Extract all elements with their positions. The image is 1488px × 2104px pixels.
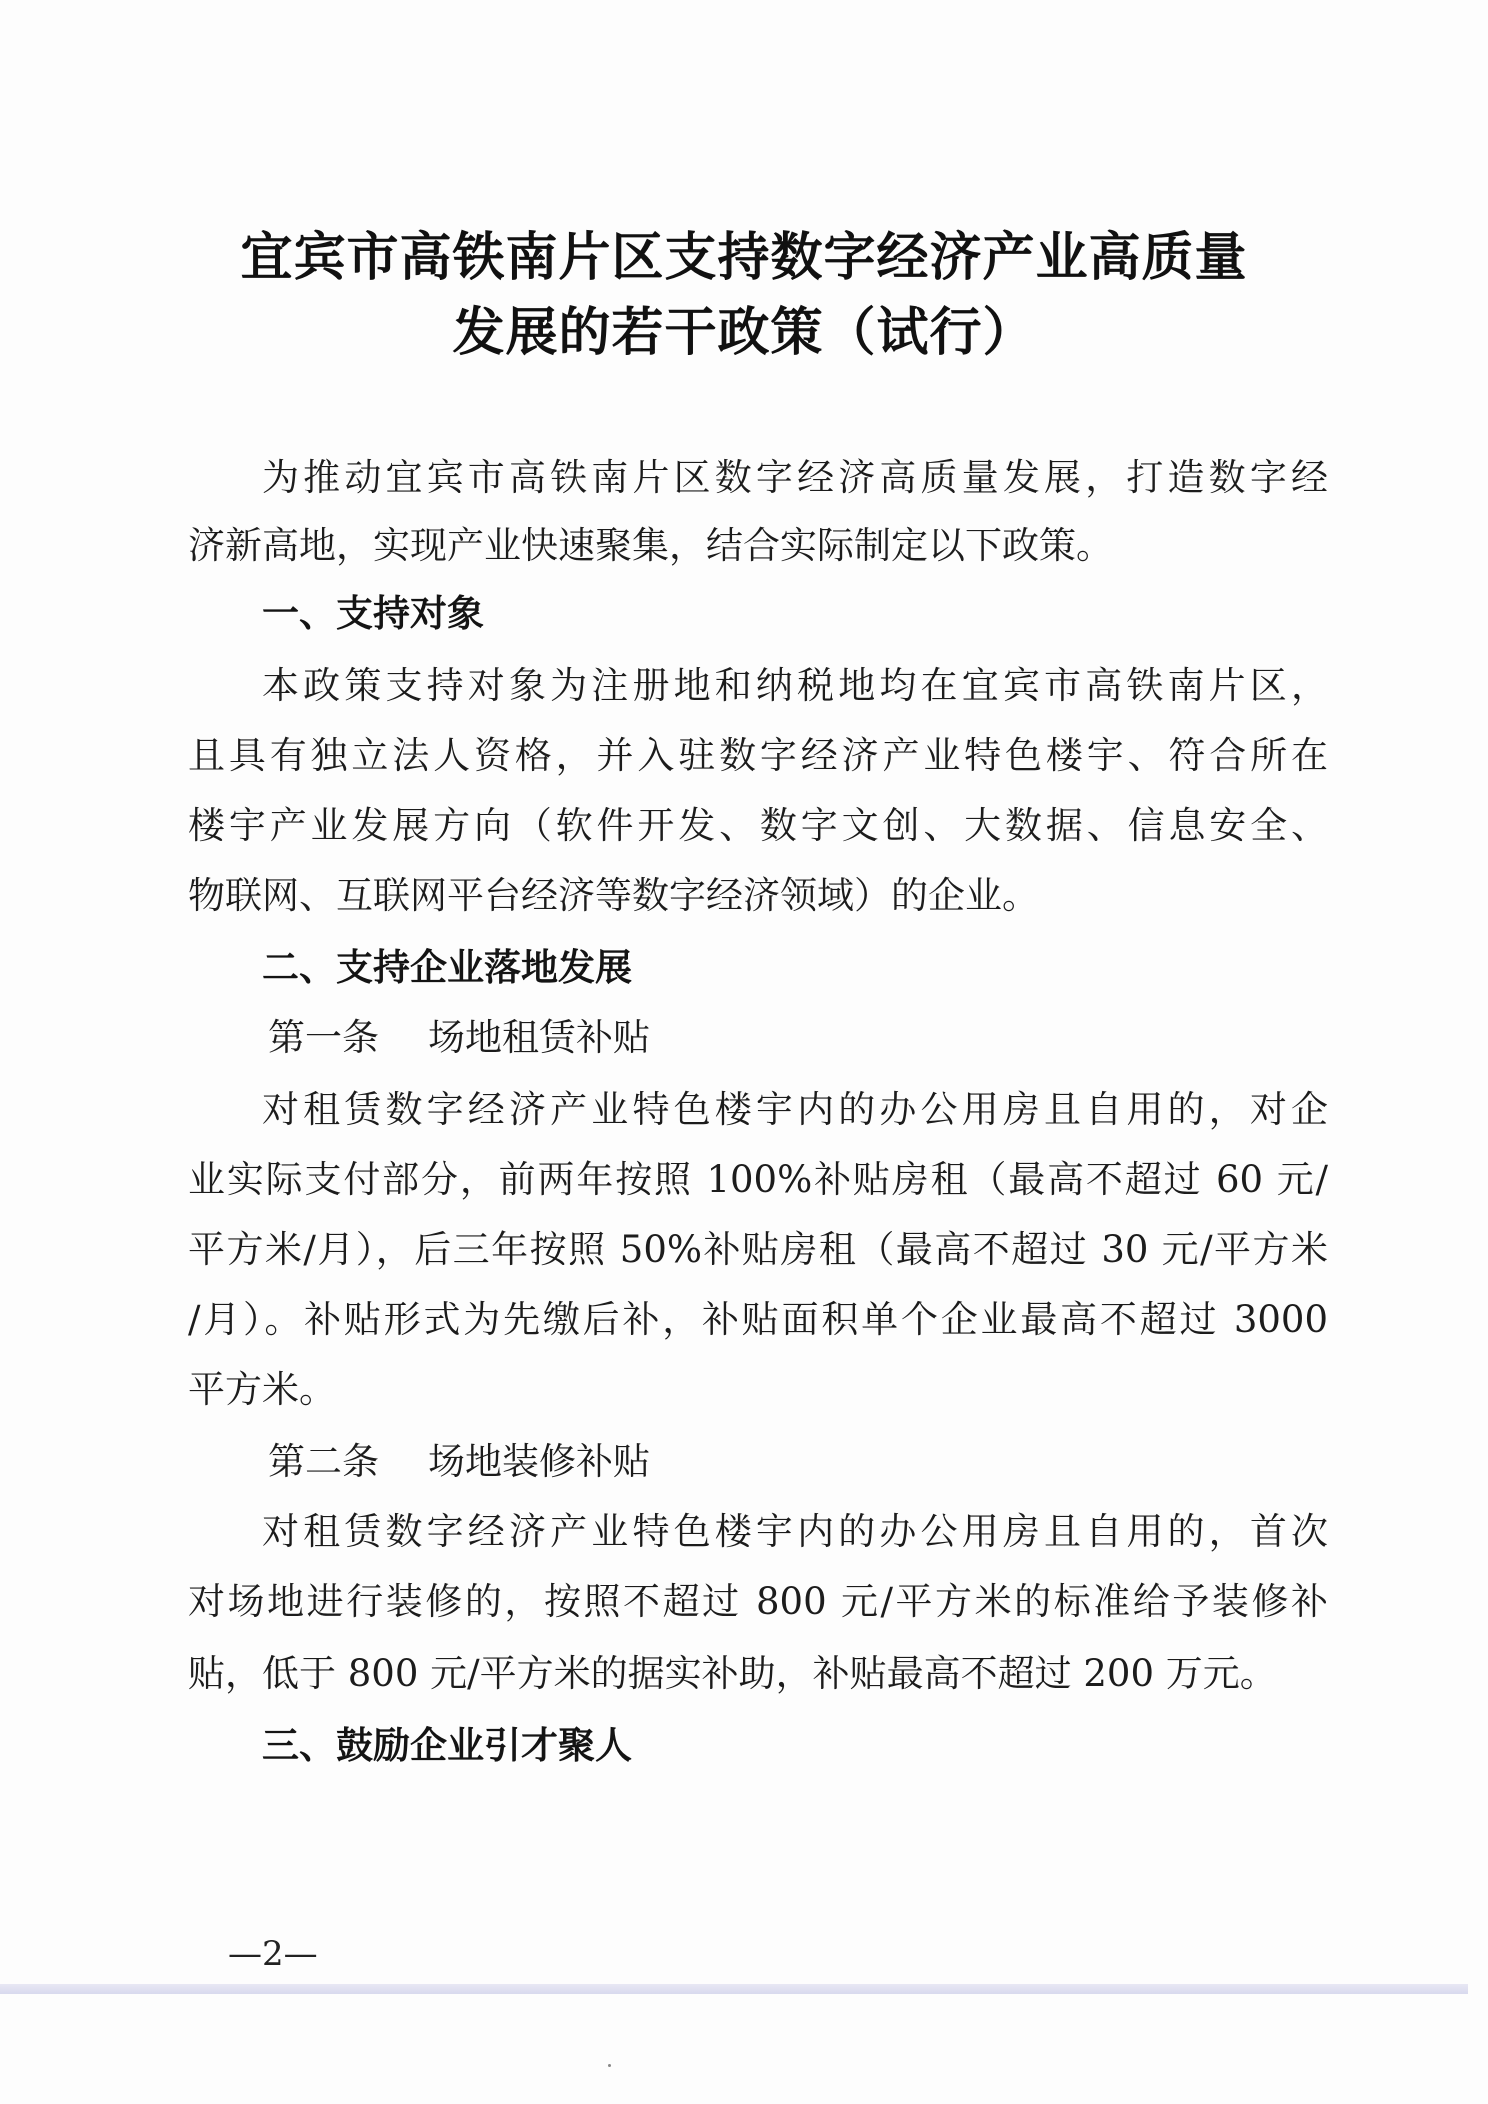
footer-rule: [0, 1984, 1468, 1994]
article-2-number: 第二条: [268, 1440, 379, 1483]
article-1-line-1: 对租赁数字经济产业特色楼宇内的办公用房且自用的，对企: [262, 1088, 1328, 1131]
article-1-line-2: 业实际支付部分，前两年按照 100%补贴房租（最高不超过 60 元/: [188, 1158, 1328, 1201]
scan-speck: [608, 2064, 611, 2067]
article-2-heading: [268, 1440, 650, 1484]
document-title-line-1: 宜宾市高铁南片区支持数字经济产业高质量: [240, 228, 1248, 288]
article-1-heading: [268, 1016, 650, 1060]
article-2-line-2: 对场地进行装修的，按照不超过 800 元/平方米的标准给予装修补: [188, 1580, 1328, 1623]
section-1-line-2: 且具有独立法人资格，并入驻数字经济产业特色楼宇、符合所在: [188, 734, 1328, 777]
document-title-line-2: 发展的若干政策（试行）: [452, 303, 1036, 363]
article-1-line-4: /月）。补贴形式为先缴后补，补贴面积单个企业最高不超过 3000: [188, 1298, 1328, 1341]
article-2-title: 场地装修补贴: [428, 1440, 650, 1483]
section-1-line-4: 物联网、互联网平台经济等数字经济领域）的企业。: [188, 874, 1039, 917]
article-1-title: 场地租赁补贴: [428, 1016, 650, 1059]
article-1-number: 第一条: [268, 1016, 379, 1059]
article-1-line-3: 平方米/月），后三年按照 50%补贴房租（最高不超过 30 元/平方米: [188, 1228, 1328, 1271]
page-number: —2—: [228, 1934, 318, 1974]
section-1-line-3: 楼宇产业发展方向（软件开发、数字文创、大数据、信息安全、: [188, 804, 1328, 847]
intro-line-1: 为推动宜宾市高铁南片区数字经济高质量发展，打造数字经: [262, 456, 1328, 499]
article-2-line-3: 贴，低于 800 元/平方米的据实补助，补贴最高不超过 200 万元。: [188, 1652, 1277, 1695]
section-1-line-1: 本政策支持对象为注册地和纳税地均在宜宾市高铁南片区，: [262, 664, 1328, 707]
section-2-heading: 二、支持企业落地发展: [262, 946, 632, 989]
intro-line-2: 济新高地，实现产业快速聚集，结合实际制定以下政策。: [188, 524, 1113, 567]
article-2-line-1: 对租赁数字经济产业特色楼宇内的办公用房且自用的，首次: [262, 1510, 1328, 1553]
section-3-heading: 三、鼓励企业引才聚人: [262, 1724, 632, 1767]
section-1-heading: 一、支持对象: [262, 592, 484, 635]
article-1-line-5: 平方米。: [188, 1368, 336, 1411]
